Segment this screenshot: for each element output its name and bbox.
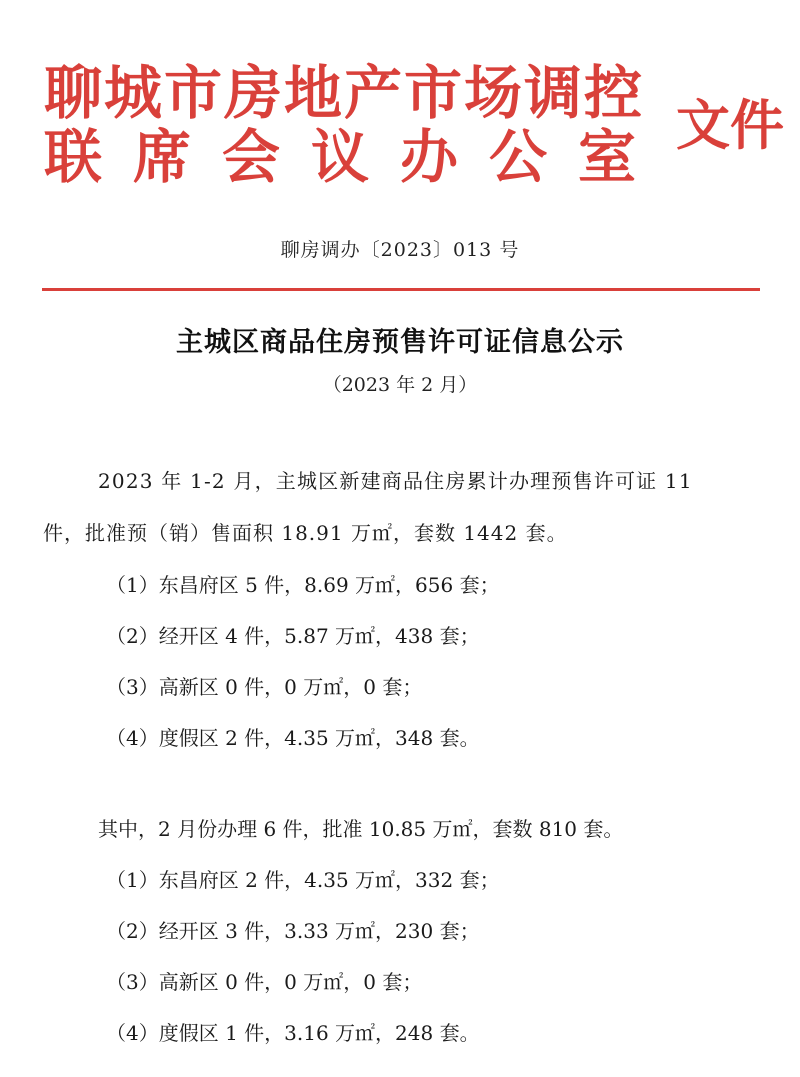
header-issuer-line-1: 聊城市房地产市场调控	[44, 59, 645, 127]
document-number: 聊房调办〔2023〕013 号	[280, 239, 520, 261]
summary-item: （3）高新区 0 件，0 万㎡，0 套；	[106, 675, 423, 699]
summary-line-1: 2023 年 1-2 月，主城区新建商品住房累计办理预售许可证 11	[98, 469, 693, 493]
header-document-suffix: 文件	[676, 94, 784, 157]
document-header	[44, 59, 784, 192]
february-item: （2）经开区 3 件，3.33 万㎡，230 套；	[106, 919, 480, 943]
summary-item: （1）东昌府区 5 件，8.69 万㎡，656 套；	[106, 573, 500, 597]
header-issuer-line-2: 联席会议办公室	[44, 123, 668, 191]
document-title: 主城区商品住房预售许可证信息公示	[176, 327, 624, 358]
february-item: （4）度假区 1 件，3.16 万㎡，248 套。	[106, 1021, 480, 1045]
document-subtitle: （2023 年 2 月）	[322, 374, 478, 396]
february-item: （3）高新区 0 件，0 万㎡，0 套；	[106, 970, 423, 994]
february-summary-line: 其中，2 月份办理 6 件，批准 10.85 万㎡，套数 810 套。	[98, 817, 624, 841]
february-item: （1）东昌府区 2 件，4.35 万㎡，332 套；	[106, 868, 500, 892]
summary-item: （2）经开区 4 件，5.87 万㎡，438 套；	[106, 624, 480, 648]
summary-line-2: 件，批准预（销）售面积 18.91 万㎡，套数 1442 套。	[43, 521, 568, 545]
header-divider	[42, 288, 760, 291]
summary-item: （4）度假区 2 件，4.35 万㎡，348 套。	[106, 726, 480, 750]
